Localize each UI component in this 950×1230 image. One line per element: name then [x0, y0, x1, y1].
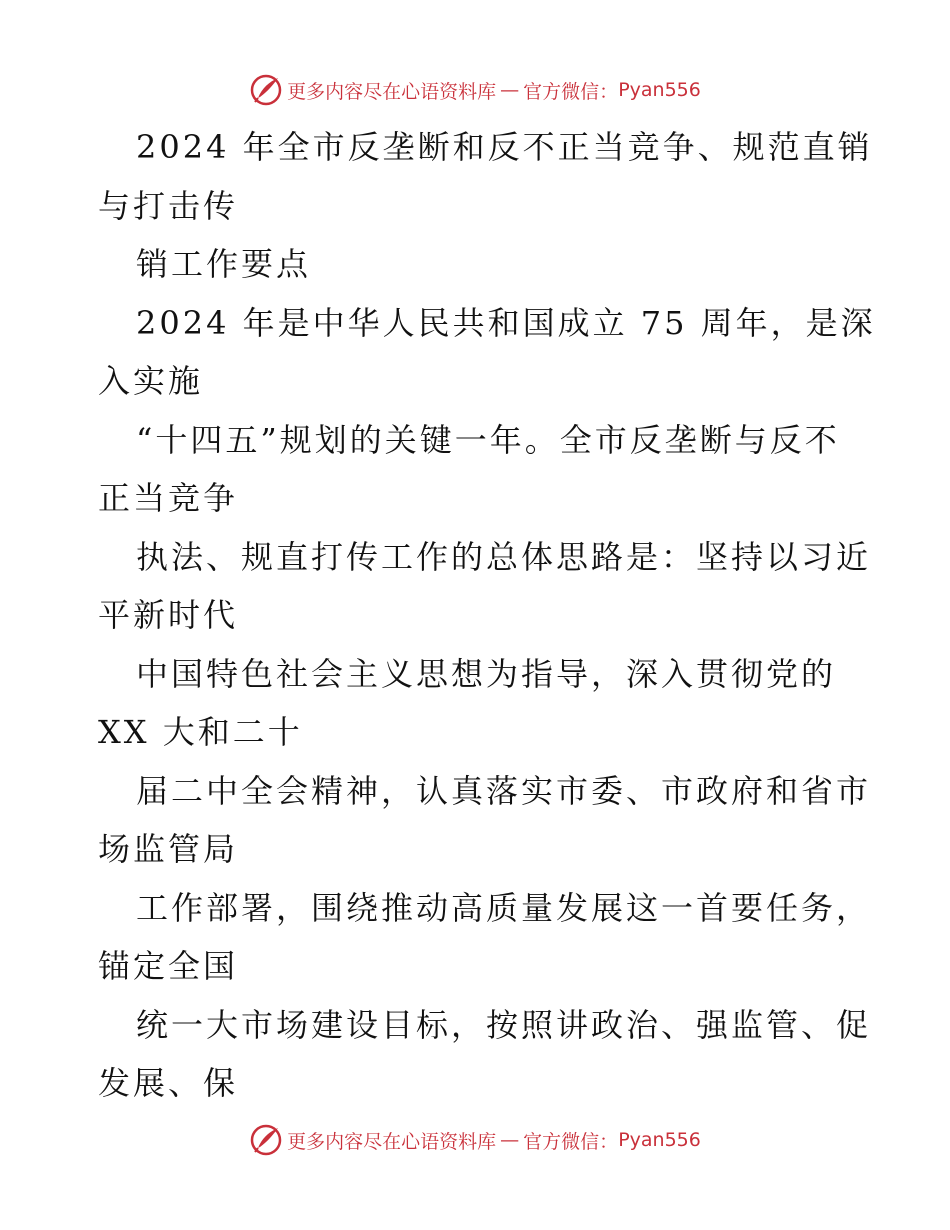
- feather-pen-icon: [249, 73, 283, 107]
- watermark-wechat-label: 官方微信：: [523, 1130, 619, 1153]
- feather-pen-icon: [249, 1123, 283, 1157]
- text-line: “十四五”规划的关键一年。全市反垄断与反不: [136, 420, 840, 459]
- text-line: 2024 年全市反垄断和反不正当竞争、规范直销: [136, 128, 873, 166]
- text-line: 场监管局: [98, 830, 239, 868]
- watermark-handle: Pyan556: [618, 1129, 701, 1151]
- watermark-separator: —: [500, 1129, 520, 1151]
- text-line: XX 大和二十: [98, 713, 303, 751]
- text-line: 平新时代: [98, 596, 239, 634]
- text-line: 发展、保: [98, 1064, 239, 1102]
- watermark-separator: —: [500, 79, 520, 101]
- header-watermark: [0, 70, 950, 110]
- text-line: 执法、规直打传工作的总体思路是：坚持以习近: [136, 537, 872, 576]
- text-line: 2024 年是中华人民共和国成立 75 周年，是深: [136, 303, 876, 342]
- text-line: 与打击传: [98, 186, 239, 225]
- text-line: 工作部署，围绕推动高质量发展这一首要任务，: [136, 888, 872, 927]
- watermark-wechat-label: 官方微信：: [523, 80, 619, 103]
- text-line: 统一大市场建设目标，按照讲政治、强监管、促: [136, 1005, 872, 1044]
- text-line: 中国特色社会主义思想为指导，深入贯彻党的: [136, 654, 837, 693]
- watermark-text: 更多内容尽在心语资料库: [287, 80, 497, 103]
- text-line: 入实施: [98, 362, 204, 400]
- footer-watermark: [0, 1120, 950, 1160]
- text-line: 正当竞争: [98, 479, 239, 517]
- watermark-text: 更多内容尽在心语资料库: [287, 1130, 497, 1153]
- text-line: 届二中全会精神，认真落实市委、市政府和省市: [136, 771, 872, 810]
- document-body: [98, 118, 876, 1113]
- watermark-handle: Pyan556: [618, 79, 701, 101]
- text-line: 锚定全国: [98, 947, 239, 985]
- text-line: 销工作要点: [136, 245, 312, 283]
